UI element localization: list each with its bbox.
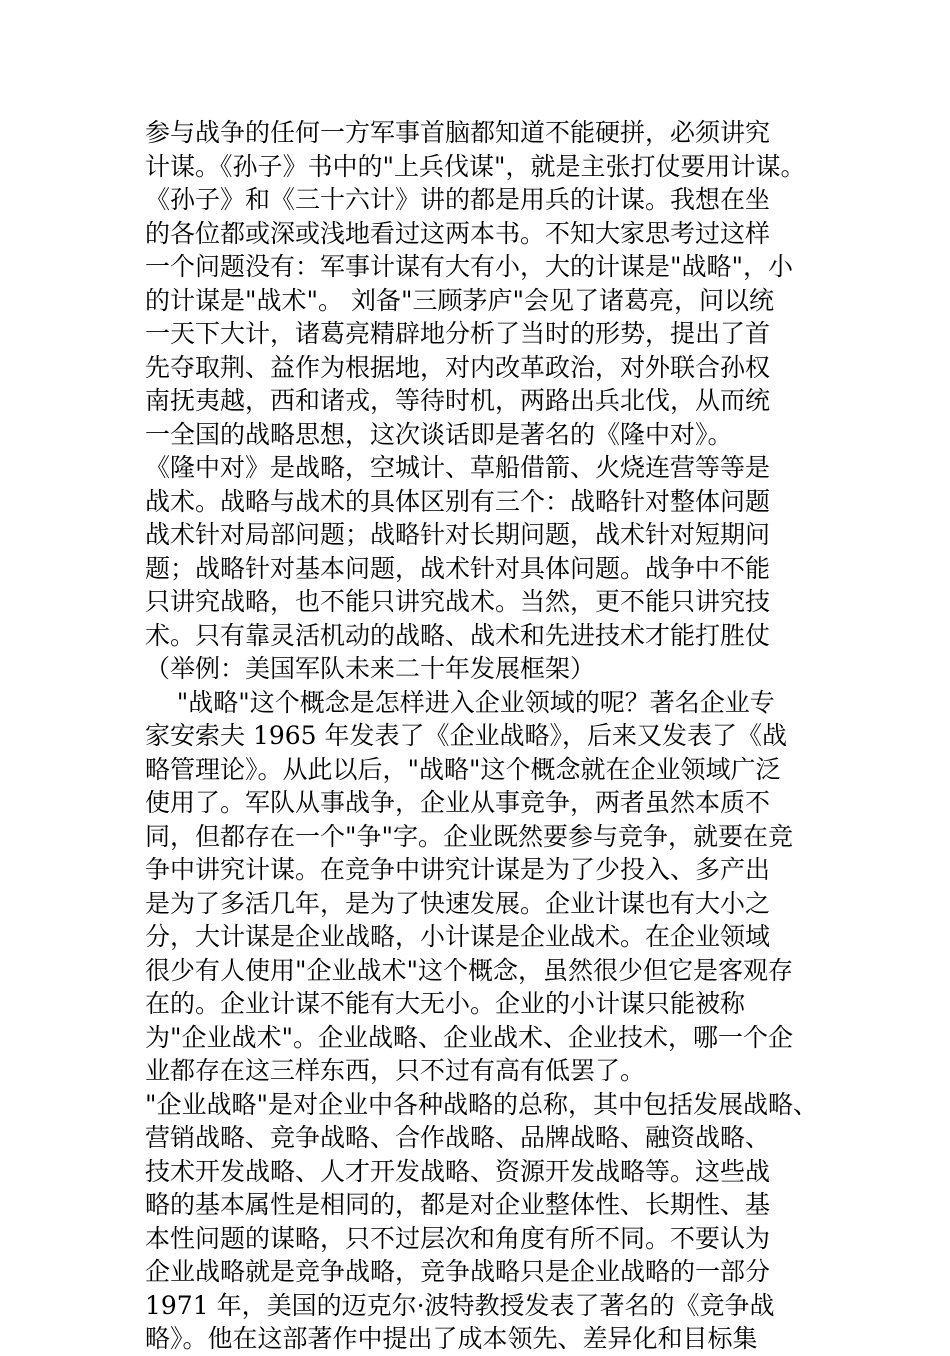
text-line: 只讲究战略，也不能只讲究战术。当然，更不能只讲究技: [145, 587, 771, 616]
text-line: 战术针对局部问题；战略针对长期问题，战术针对短期问: [145, 520, 771, 549]
body-text: [145, 116, 825, 1356]
text-line: 参与战争的任何一方军事首脑都知道不能硬拼，必须讲究: [145, 118, 771, 147]
text-line: 一天下大计，诸葛亮精辟地分析了当时的形势，提出了首: [145, 319, 771, 348]
text-line: 题；战略针对基本问题，战术针对具体问题。战争中不能: [145, 553, 771, 583]
text-line: 先夺取荆、益作为根据地，对内改革政治，对外联合孙权: [145, 352, 771, 382]
text-line: 《隆中对》是战略，空城计、草船借箭、火烧连营等等是: [145, 453, 771, 482]
text-line: 南抚夷越，西和诸戎，等待时机，两路出兵北伐，从而统: [145, 386, 771, 415]
text-line: 《孙子》和《三十六计》讲的都是用兵的计谋。我想在坐: [145, 185, 771, 214]
text-line: 同，但都存在一个"争"字。企业既然要参与竞争，就要在竞: [145, 821, 794, 851]
text-line: "企业战略"是对企业中各种战略的总称，其中包括发展战略、: [145, 1089, 819, 1119]
text-line: 在的。企业计谋不能有大无小。企业的小计谋只能被称: [145, 989, 746, 1018]
text-line: 1971 年，美国的迈克尔·波特教授发表了著名的《竞争战: [145, 1290, 775, 1320]
text-line: 的各位都或深或浅地看过这两本书。不知大家思考过这样: [145, 218, 771, 248]
text-line: 是为了多活几年，是为了快速发展。企业计谋也有大小之: [145, 888, 771, 918]
text-line: 略管理论》。从此以后，"战略"这个概念就在企业领域广泛: [145, 754, 781, 784]
text-line: 战术。战略与战术的具体区别有三个：战略针对整体问题: [145, 486, 771, 516]
text-line: 技术开发战略、人才开发战略、资源开发战略等。这些战: [145, 1156, 771, 1186]
text-line: "战略"这个概念是怎样进入企业领域的呢？著名企业专: [145, 687, 775, 717]
text-line: 很少有人使用"企业战术"这个概念，虽然很少但它是客观存: [145, 955, 794, 985]
text-line: 略》。他在这部著作中提出了成本领先、差异化和目标集: [145, 1324, 758, 1353]
text-line: 一全国的战略思想，这次谈话即是著名的《隆中对》。: [145, 419, 733, 449]
text-line: 为"企业战术"。企业战略、企业战术、企业技术，哪一个企: [145, 1022, 794, 1052]
text-line: 业都存在这三样东西，只不过有高有低罢了。: [145, 1056, 646, 1085]
text-line: 术。只有靠灵活机动的战略、战术和先进技术才能打胜仗: [145, 620, 771, 650]
text-line: 分，大计谋是企业战略，小计谋是企业战术。在企业领域: [145, 922, 771, 951]
text-line: 使用了。军队从事战争，企业从事竞争，两者虽然本质不: [145, 788, 771, 817]
text-line: 的计谋是"战术"。 刘备"三顾茅庐"会见了诸葛亮，问以统: [145, 285, 774, 315]
text-line: （举例：美国军队未来二十年发展框架）: [145, 654, 596, 683]
text-line: 计谋。《孙子》书中的"上兵伐谋"，就是主张打仗要用计谋。: [145, 151, 806, 181]
text-line: 家安索夫 1965 年发表了《企业战略》，后来又发表了《战: [145, 721, 788, 750]
text-line: 营销战略、竞争战略、合作战略、品牌战略、融资战略、: [145, 1123, 771, 1152]
text-line: 一个问题没有：军事计谋有大有小，大的计谋是"战略"，小: [145, 252, 794, 281]
text-line: 略的基本属性是相同的，都是对企业整体性、长期性、基: [145, 1190, 771, 1219]
text-line: 企业战略就是竞争战略，竞争战略只是企业战略的一部分: [145, 1257, 771, 1286]
text-line: 本性问题的谋略，只不过层次和角度有所不同。不要认为: [145, 1223, 771, 1253]
text-line: 争中讲究计谋。在竞争中讲究计谋是为了少投入、多产出: [145, 855, 771, 884]
